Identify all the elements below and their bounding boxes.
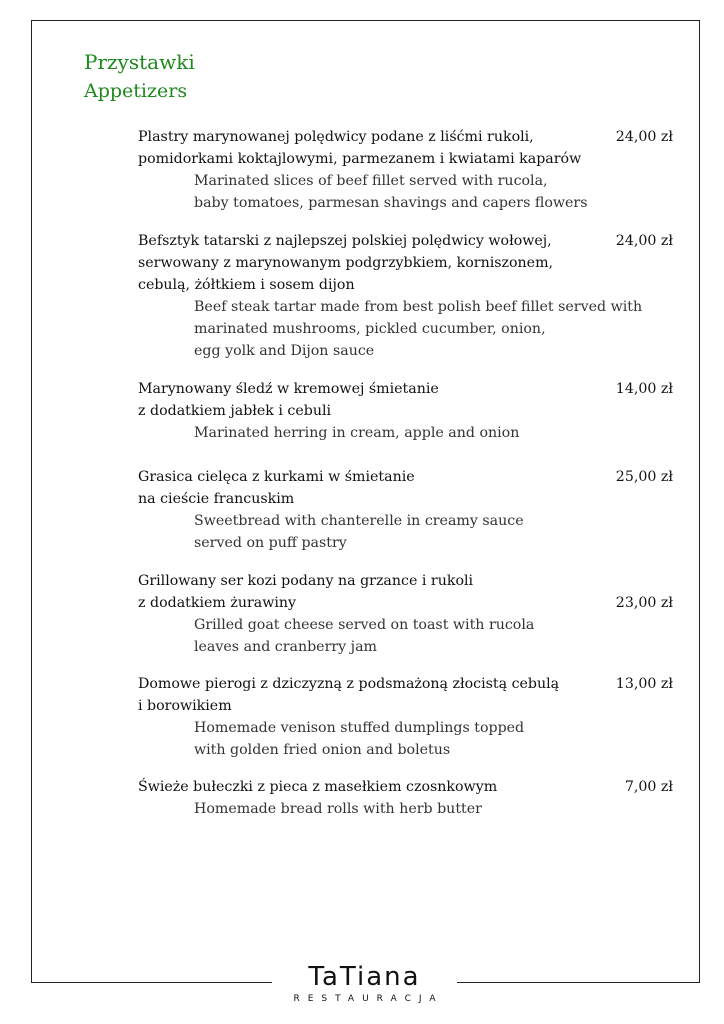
dish-name-pl: Świeże bułeczki z pieca z masełkiem czosnkowym — [138, 779, 498, 795]
dish-name-en: Marinated herring in cream, apple and onion — [194, 425, 520, 441]
divider-right — [457, 982, 700, 983]
menu-list — [138, 126, 683, 820]
dish-price: 23,00 zł — [615, 595, 673, 611]
dish-name-pl: z dodatkiem żurawiny — [138, 595, 297, 611]
section-title-en: Appetizers — [84, 80, 188, 102]
dish-name-pl: pomidorkami koktajlowymi, parmezanem i kwiatami kaparów — [138, 151, 582, 167]
logo-subtitle: RESTAURACJA — [293, 994, 444, 1004]
dish-name-en: Homemade bread rolls with herb butter — [194, 801, 482, 817]
logo-wordmark: TaTiana — [308, 962, 421, 992]
dish-name-en: Homemade venison stuffed dumplings topped — [194, 720, 525, 736]
dish-name-pl: z dodatkiem jabłek i cebuli — [138, 403, 332, 419]
dish-name-en: Sweetbread with chanterelle in creamy sauce — [194, 513, 524, 529]
dish-name-en: with golden fried onion and boletus — [194, 742, 451, 758]
divider-left — [31, 982, 272, 983]
menu-item — [138, 126, 683, 214]
restaurant-logo — [272, 962, 457, 1004]
dish-price: 24,00 zł — [615, 233, 673, 249]
dish-name-en: marinated mushrooms, pickled cucumber, onion, — [194, 321, 546, 337]
dish-name-pl: Domowe pierogi z dziczyzną z podsmażoną złocistą cebulą — [138, 676, 560, 692]
dish-name-en: Grilled goat cheese served on toast with rucola — [194, 617, 535, 633]
dish-price: 7,00 zł — [624, 779, 673, 795]
menu-item — [138, 378, 683, 444]
dish-name-pl: cebulą, żółtkiem i sosem dijon — [138, 277, 355, 293]
dish-name-pl: Grillowany ser kozi podany na grzance i rukoli — [138, 573, 474, 589]
menu-item — [138, 466, 683, 554]
dish-name-en: leaves and cranberry jam — [194, 639, 377, 655]
menu-item — [138, 570, 683, 658]
dish-name-pl: Befsztyk tatarski z najlepszej polskiej polędwicy wołowej, — [138, 233, 552, 249]
dish-name-en: Marinated slices of beef fillet served with rucola, — [194, 173, 548, 189]
dish-name-pl: na cieście francuskim — [138, 491, 295, 507]
dish-name-pl: Plastry marynowanej polędwicy podane z liśćmi rukoli, — [138, 129, 534, 145]
dish-name-en: baby tomatoes, parmesan shavings and capers flowers — [194, 195, 588, 211]
dish-name-pl: Marynowany śledź w kremowej śmietanie — [138, 381, 439, 397]
menu-item — [138, 230, 683, 362]
section-title-pl: Przystawki — [84, 50, 195, 74]
dish-price: 13,00 zł — [615, 676, 673, 692]
dish-name-en: Beef steak tartar made from best polish beef fillet served with — [194, 299, 643, 315]
dish-name-pl: serwowany z marynowanym podgrzybkiem, korniszonem, — [138, 255, 554, 271]
dish-name-en: egg yolk and Dijon sauce — [194, 343, 375, 359]
menu-item — [138, 673, 683, 761]
dish-name-pl: i borowikiem — [138, 698, 232, 714]
dish-name-pl: Grasica cielęca z kurkami w śmietanie — [138, 469, 415, 485]
dish-price: 25,00 zł — [615, 469, 673, 485]
dish-name-en: served on puff pastry — [194, 535, 347, 551]
menu-item — [138, 776, 683, 820]
dish-price: 14,00 zł — [615, 381, 673, 397]
dish-price: 24,00 zł — [615, 129, 673, 145]
